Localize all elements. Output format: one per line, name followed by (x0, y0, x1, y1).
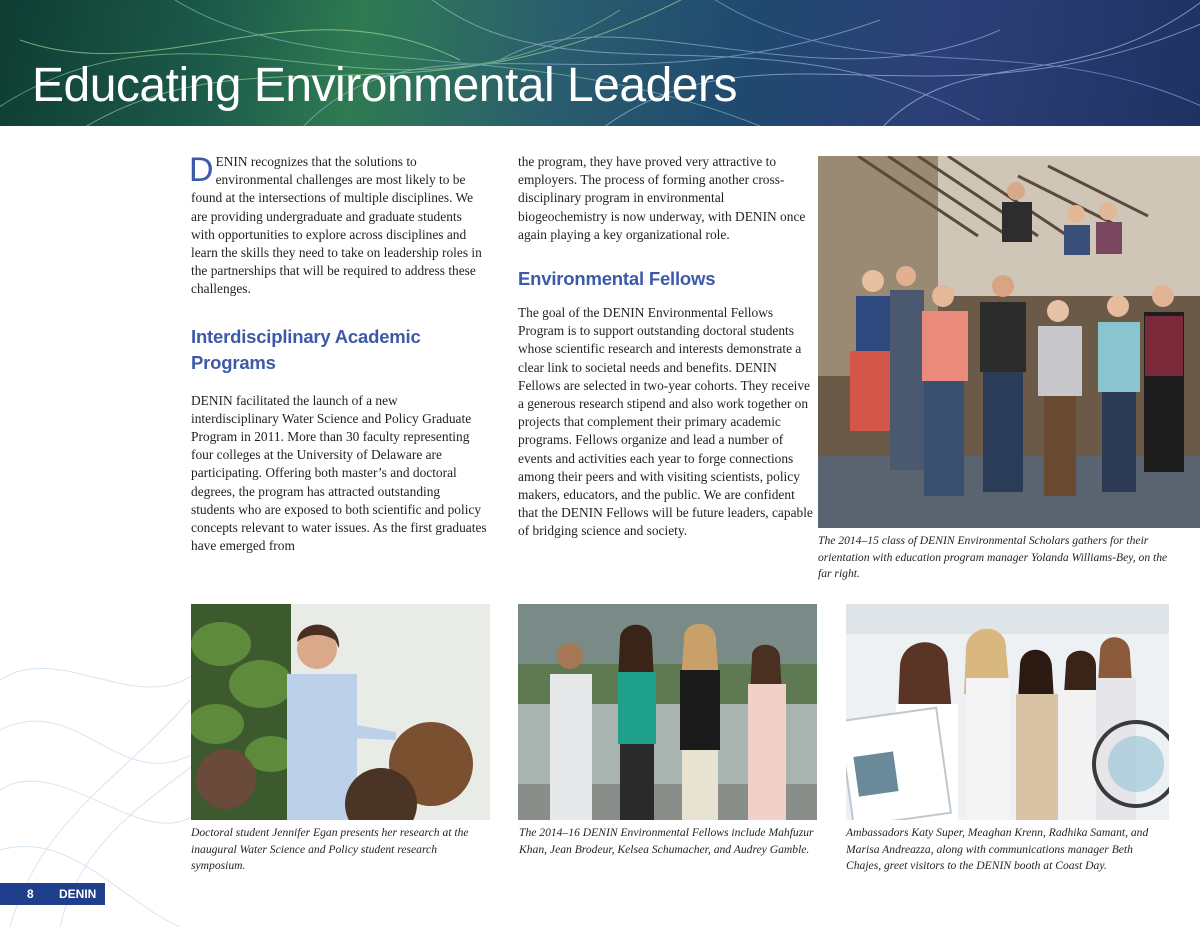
fellows-photo-art (518, 604, 817, 820)
egan-caption: Doctoral student Jennifer Egan presents her research at the inaugural Water Science and Policy student research symposium. (191, 826, 469, 873)
page-title: Educating Environmental Leaders (32, 59, 737, 112)
scholars-caption: The 2014–15 class of DENIN Environmental Scholars gathers for their orientation with education program manager Yolanda Williams-Bey, on the far right. (818, 534, 1168, 581)
continuation-paragraph: the program, they have proved very attractive to employers. The process of forming another cross-disciplinary program in environmental biogeochemistry is now underway, with DENIN once again playing a key organizational role. (518, 154, 806, 242)
text-column-2 (518, 153, 814, 541)
page-footer (0, 883, 105, 905)
fellows-photo (518, 604, 817, 820)
academic-paragraph: DENIN facilitated the launch of a new interdisciplinary Water Science and Policy Graduate Program in 2011. More than 30 faculty representing four colleges at the University of Delaware are participating. Offering both master’s and doctoral degrees, the program has attracted outstanding students who are exposed to both scientific and policy concepts relevant to water issues. As the first graduates have emerged from (191, 392, 487, 554)
egan-presentation-photo (191, 604, 490, 820)
decorative-swirl (0, 600, 200, 927)
scholars-group-photo (818, 156, 1200, 528)
ambassadors-photo-art (846, 604, 1169, 820)
scholars-photo-art (818, 156, 1200, 528)
ambassadors-photo (846, 604, 1169, 820)
section-heading-academic: Interdisciplinary Academic Programs (191, 325, 421, 373)
intro-paragraph (191, 153, 487, 299)
intro-text: ENIN recognizes that the solutions to environmental challenges are most likely to be found at the intersections of multiple disciplines. We are providing undergraduate and graduate students with opportunities to explore across disciplines and learn the skills they need to take on leadership roles in the partnerships that will be required to address these challenges. (191, 154, 482, 297)
egan-photo-art (191, 604, 490, 820)
footer-organization: DENIN (59, 887, 97, 901)
section-heading-fellows: Environmental Fellows (518, 268, 716, 290)
fellows-caption: The 2014–16 DENIN Environmental Fellows include Mahfuzur Khan, Jean Brodeur, Kelsea Schumacher, and Audrey Gamble. (519, 826, 814, 856)
text-column-1 (191, 153, 487, 555)
header-banner (0, 0, 1200, 126)
drop-cap: D (189, 151, 214, 189)
fellows-paragraph: The goal of the DENIN Environmental Fellows Program is to support outstanding doctoral students whose scientific research and interests demonstrate a clear link to societal needs and benefits. DENIN Fellows are selected in two-year cohorts. They receive a generous research stipend and also work together on projects that complement their primary academic programs. Fellows organize and lead a number of events and activities each year to forge connections among their peers and with visiting scientists, policy makers, educators, and the public. We are confident that the DENIN Fellows will be future leaders, capable of bridging science and society. (518, 305, 813, 539)
ambassadors-caption: Ambassadors Katy Super, Meaghan Krenn, Radhika Samant, and Marisa Andreazza, along with communications manager Beth Chajes, greet visitors to the DENIN booth at Coast Day. (846, 826, 1149, 873)
page-number: 8 (27, 887, 34, 901)
